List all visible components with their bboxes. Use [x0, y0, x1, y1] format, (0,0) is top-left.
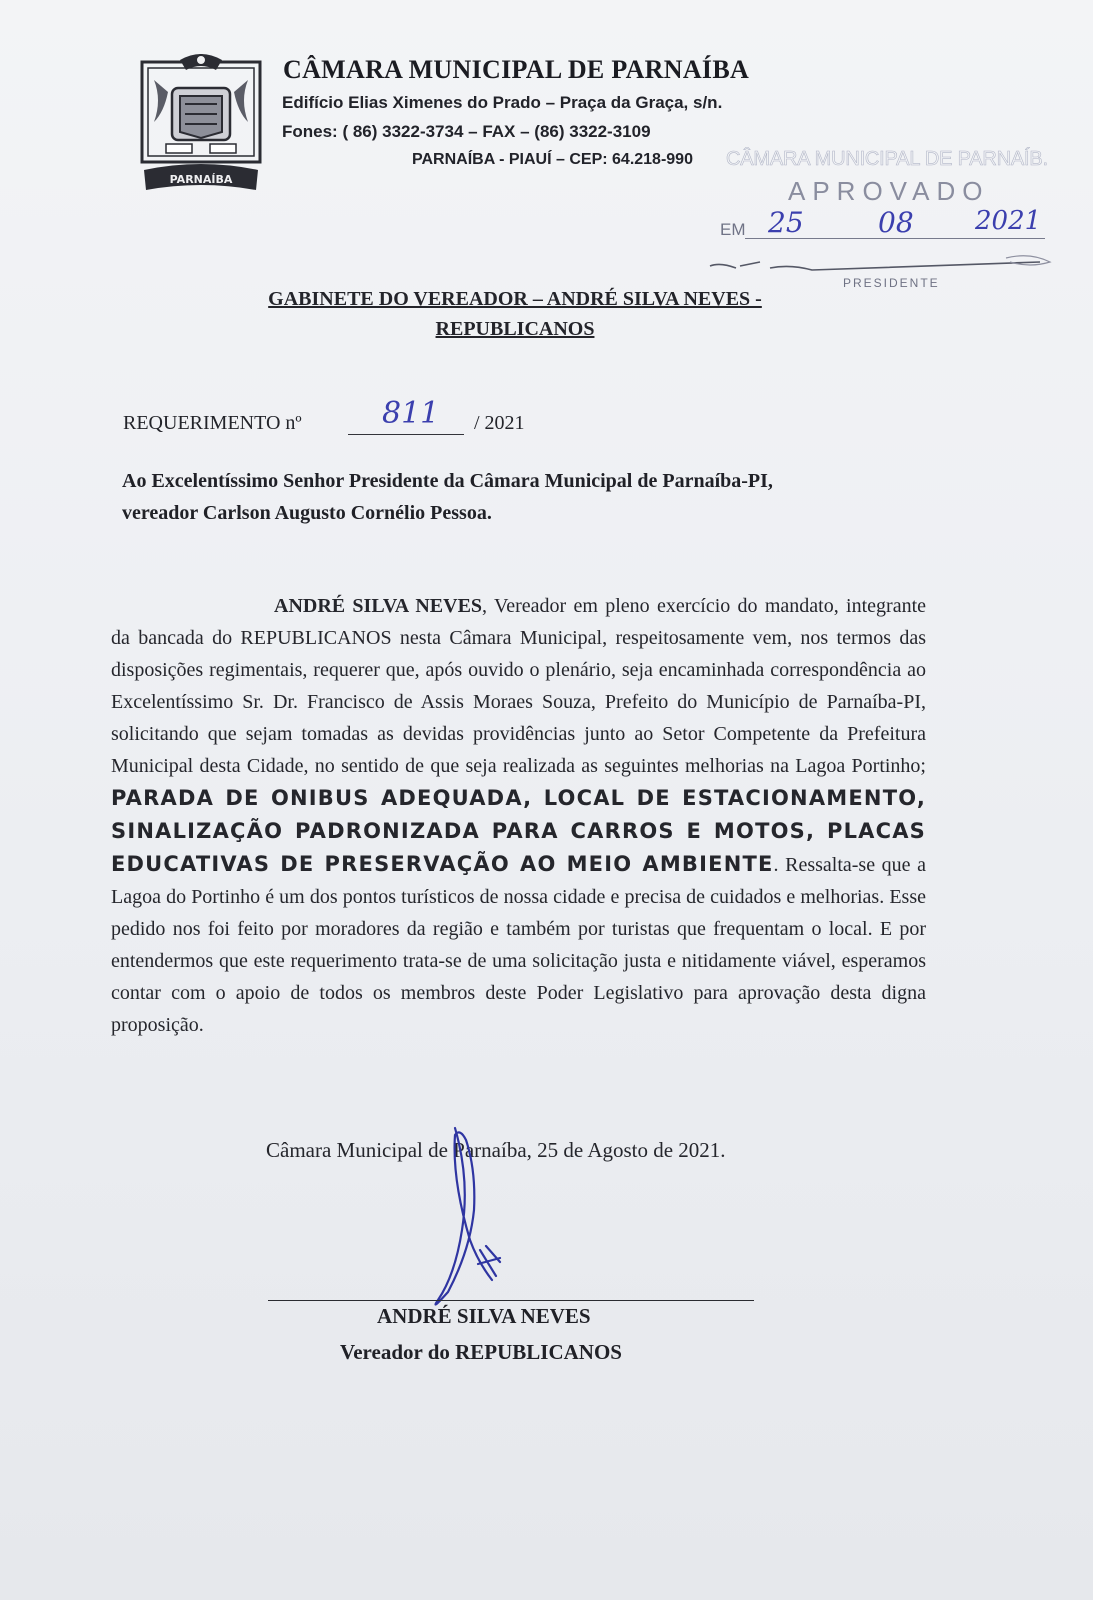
requerimento-year: / 2021: [474, 412, 525, 434]
stamp-month: 08: [878, 206, 914, 239]
addressee-line-2: vereador Carlson Augusto Cornélio Pessoa.: [122, 502, 492, 524]
institution-phones: Fones: ( 86) 3322-3734 – FAX – (86) 3322-3109: [282, 122, 651, 141]
institution-title: CÂMARA MUNICIPAL DE PARNAÍBA: [283, 55, 750, 84]
body-requested-improvements: PARADA DE ONIBUS ADEQUADA, LOCAL DE ESTACIONAMENTO, SINALIZAÇÃO PADRONIZADA PARA CARROS E MOTOS, PLACAS EDUCATIVAS DE PRESERVAÇÃO AO MEIO AMBIENTE: [111, 786, 926, 876]
signature-line: [268, 1300, 754, 1301]
institution-address: Edifício Elias Ximenes do Prado – Praça da Graça, s/n.: [282, 93, 723, 112]
stamp-em-label: EM: [720, 220, 746, 239]
closing-place-date: Câmara Municipal de Parnaíba, 25 de Agosto de 2021.: [266, 1138, 726, 1162]
body-text-2: . Ressalta-se que a Lagoa do Portinho é um dos pontos turísticos de nossa cidade e precisa de cuidados e melhorias. Esse pedido nos foi feito por moradores da região e também por turistas que frequentam o local. E por entendermos que este requerimento trata-se de uma solicitação justa e nitidamente viável, esperamos contar com o apoio de todos os membros deste Poder Legislativo para aprovação desta digna proposição.: [111, 854, 926, 1036]
body-text-1: , Vereador em pleno exercício do mandato, integrante da bancada do REPUBLICANOS nesta Câmara Municipal, respeitosamente vem, nos termos das disposições regimentais, requerer que, após ouvido o plenário, seja encaminhada correspondência ao Excelentíssimo Sr. Dr. Francisco de Assis Moraes Souza, Prefeito do Município de Parnaíba-PI, solicitando que sejam tomadas as devidas providências junto ao Setor Competente da Prefeitura Municipal desta Cidade, no sentido de que seja realizada as seguintes melhorias na Lagoa Portinho;: [111, 595, 927, 777]
stamp-year: 2021: [975, 206, 1042, 236]
requerimento-number: 811: [382, 396, 440, 431]
institution-city-cep: PARNAÍBA - PIAUÍ – CEP: 64.218-990: [412, 151, 693, 168]
heading-line-1: GABINETE DO VEREADOR – ANDRÉ SILVA NEVES -: [268, 288, 762, 310]
addressee-line-1: Ao Excelentíssimo Senhor Presidente da Câmara Municipal de Parnaíba-PI,: [122, 470, 773, 492]
signatory-name: ANDRÉ SILVA NEVES: [377, 1304, 591, 1328]
body-author-name: ANDRÉ SILVA NEVES: [274, 595, 483, 617]
requerimento-label: REQUERIMENTO nº: [123, 412, 302, 434]
heading-line-2: REPUBLICANOS: [435, 318, 595, 340]
stamp-approved: APROVADO: [788, 176, 990, 206]
svg-text:PARNAÍBA: PARNAÍBA: [169, 173, 233, 186]
signatory-role: Vereador do REPUBLICANOS: [340, 1340, 622, 1364]
stamp-day: 25: [768, 206, 804, 239]
stamp-header: CÂMARA MUNICIPAL DE PARNAÍB.: [726, 148, 1048, 170]
stamp-president-label: PRESIDENTE: [843, 276, 940, 290]
